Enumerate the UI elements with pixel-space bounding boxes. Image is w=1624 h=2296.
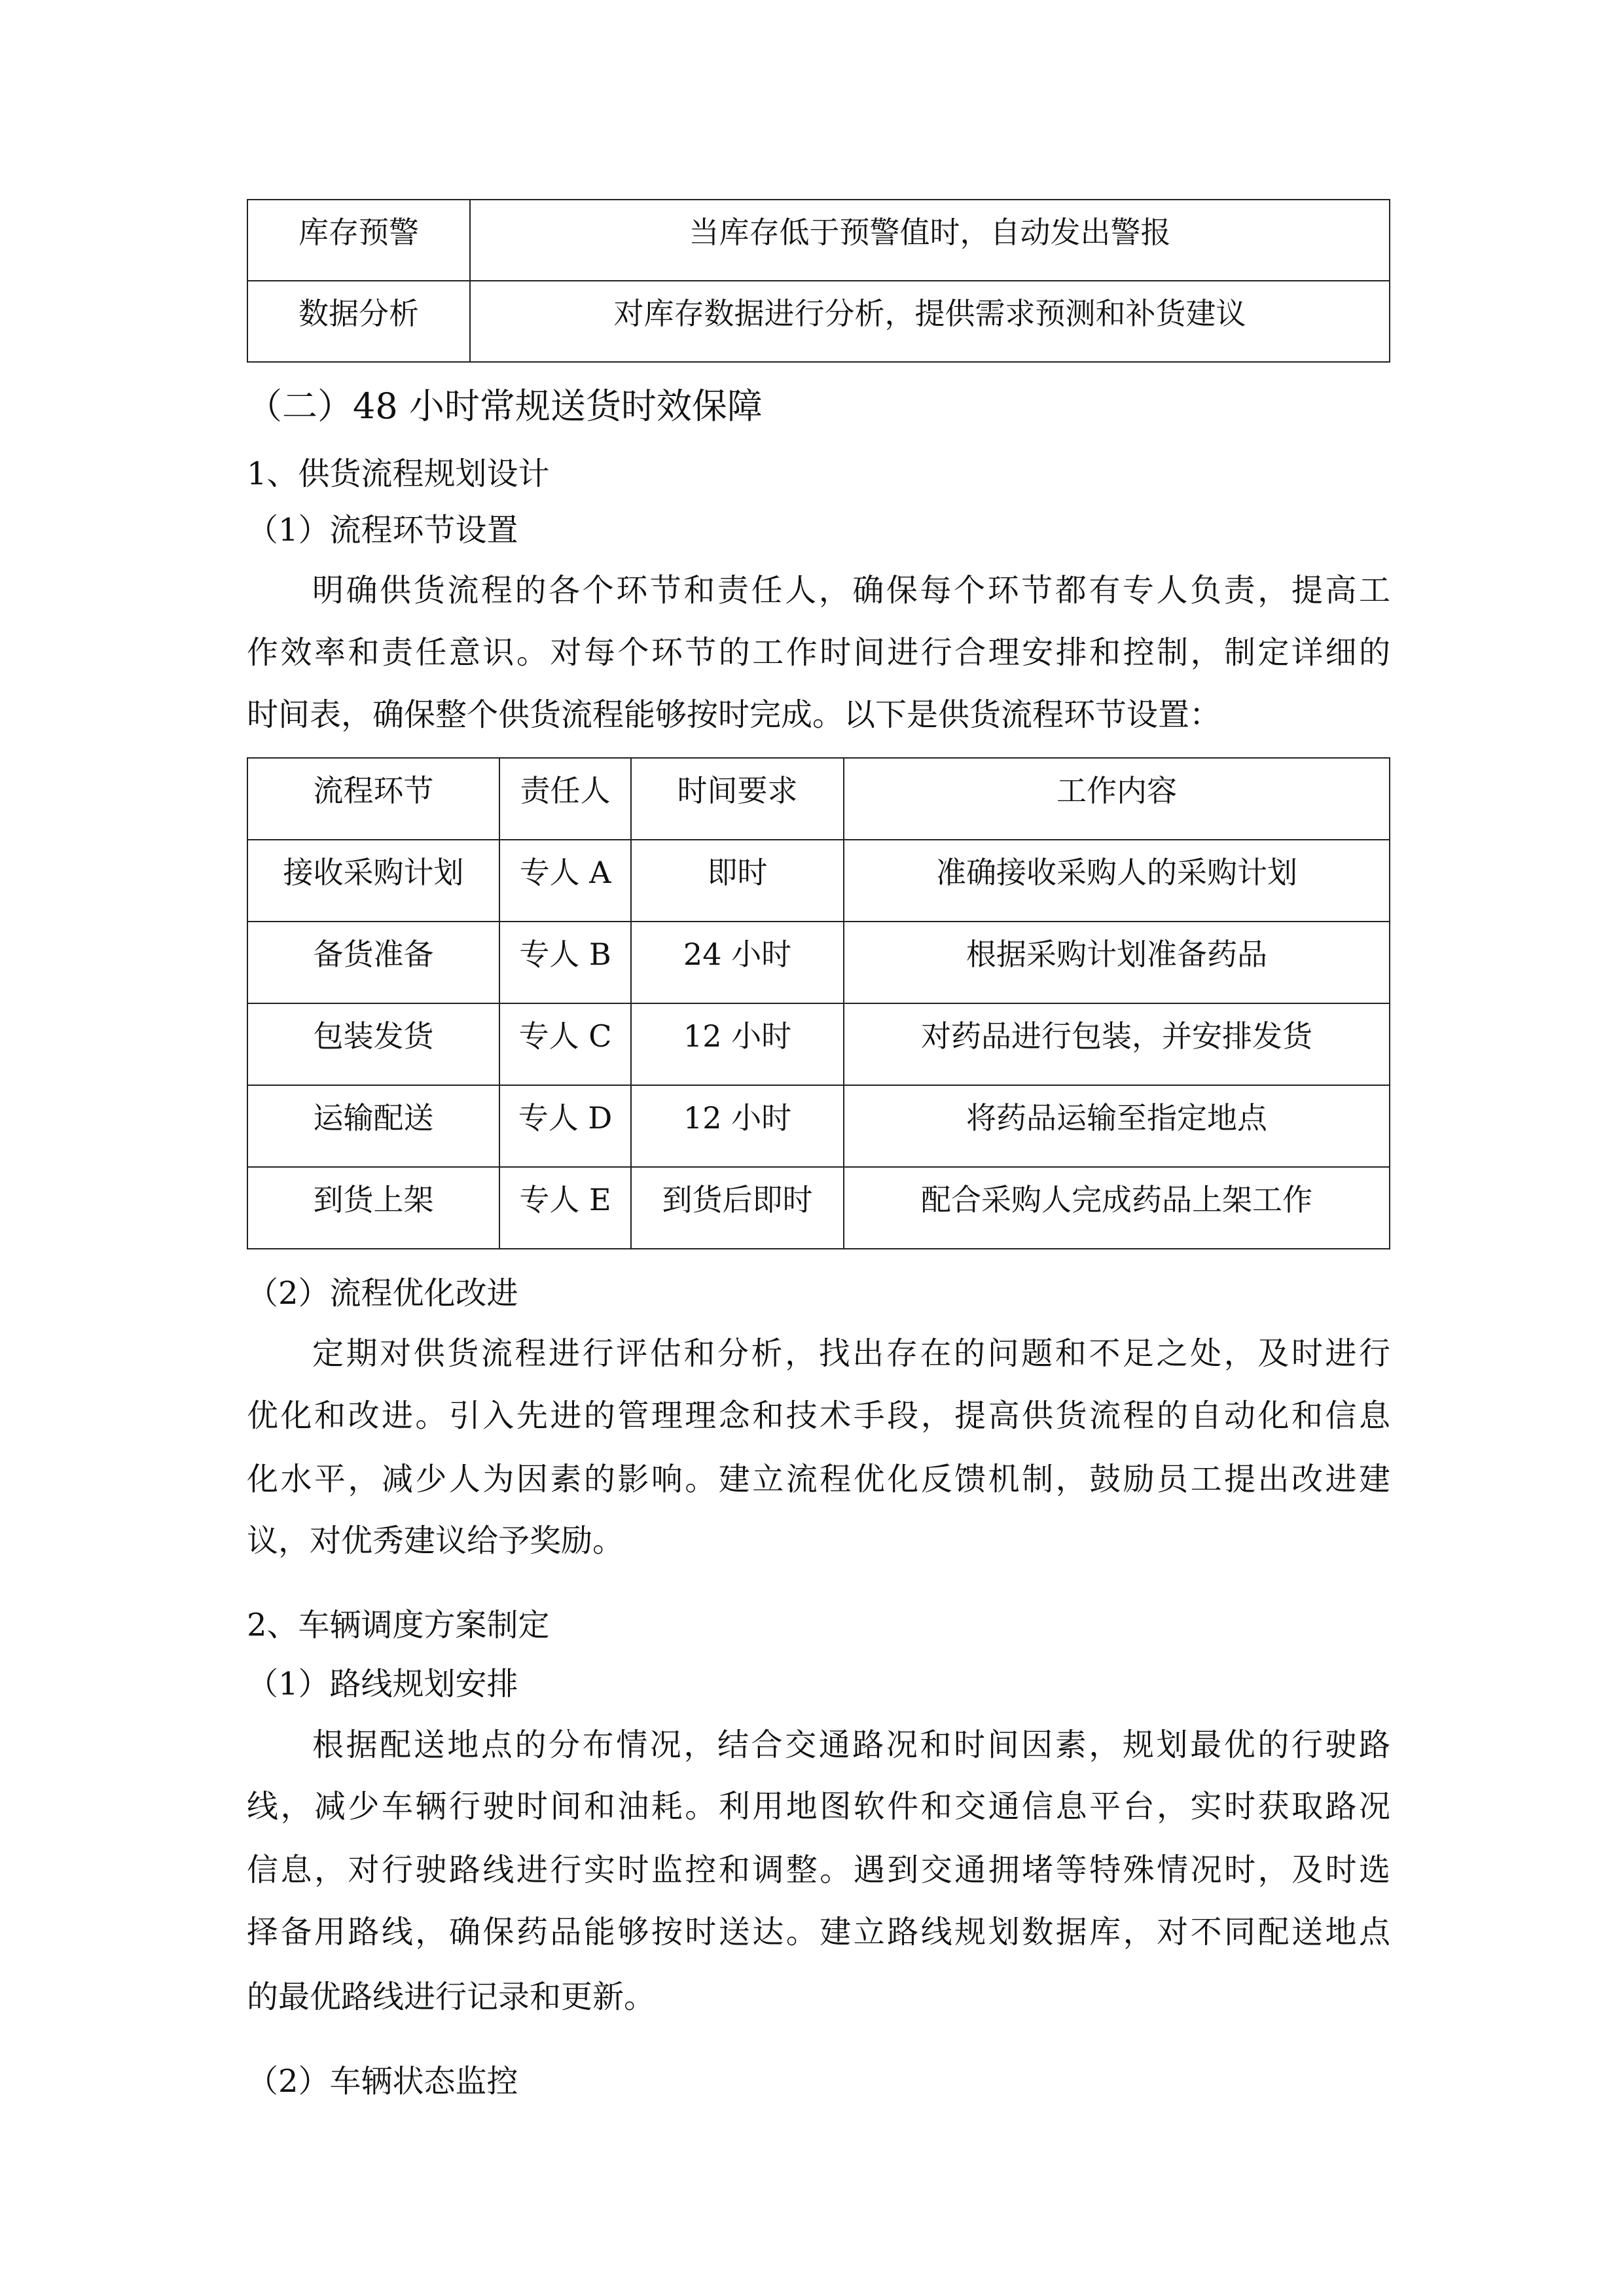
table-row (247, 1003, 1390, 1085)
table-cell: 根据采购计划准备药品 (844, 922, 1390, 1003)
subsection-heading: 2、车辆调度方案制定 (247, 1607, 550, 1643)
table-cell: 到货后即时 (631, 1167, 844, 1249)
inventory-function-table (247, 199, 1390, 363)
table-cell: 专人 B (499, 922, 631, 1003)
table-cell: 即时 (631, 840, 844, 922)
paragraph-line: 信息，对行驶路线进行实时监控和调整。遇到交通拥堵等特殊情况时，及时选 (247, 1852, 1390, 1888)
supply-process-table (247, 757, 1390, 1249)
table-cell: 对库存数据进行分析，提供需求预测和补货建议 (470, 281, 1390, 362)
column-header: 责任人 (499, 758, 631, 840)
column-header: 流程环节 (247, 758, 499, 840)
section-heading: （二）48 小时常规送货时效保障 (247, 386, 763, 427)
table-row (247, 200, 1390, 281)
table-cell: 专人 A (499, 840, 631, 922)
table-cell: 运输配送 (247, 1085, 499, 1167)
table-cell: 专人 C (499, 1003, 631, 1085)
table-cell: 专人 D (499, 1085, 631, 1167)
table-row (247, 1085, 1390, 1167)
table-cell: 专人 E (499, 1167, 631, 1249)
paragraph-line: 择备用路线，确保药品能够按时送达。建立路线规划数据库，对不同配送地点 (247, 1914, 1390, 1950)
paragraph-line: 明确供货流程的各个环节和责任人，确保每个环节都有专人负责，提高工 (312, 572, 1390, 609)
table-cell: 当库存低于预警值时，自动发出警报 (470, 200, 1390, 281)
paragraph-line: 时间表，确保整个供货流程能够按时完成。以下是供货流程环节设置： (247, 696, 1221, 733)
paragraph-line: 作效率和责任意识。对每个环节的工作时间进行合理安排和控制，制定详细的 (247, 634, 1390, 671)
subsection-heading: （2）车辆状态监控 (247, 2063, 518, 2100)
table-cell: 12 小时 (631, 1085, 844, 1167)
table-row (247, 922, 1390, 1003)
table-cell: 准确接收采购人的采购计划 (844, 840, 1390, 922)
table-header-row (247, 758, 1390, 840)
table-cell: 包装发货 (247, 1003, 499, 1085)
paragraph-line: 优化和改进。引入先进的管理理念和技术手段，提高供货流程的自动化和信息 (247, 1397, 1390, 1434)
paragraph-line: 议，对优秀建议给予奖励。 (247, 1522, 624, 1559)
table-cell: 数据分析 (247, 281, 470, 362)
table-cell: 接收采购计划 (247, 840, 499, 922)
table-cell: 将药品运输至指定地点 (844, 1085, 1390, 1167)
table-cell: 对药品进行包装，并安排发货 (844, 1003, 1390, 1085)
paragraph-line: 定期对供货流程进行评估和分析，找出存在的问题和不足之处，及时进行 (312, 1335, 1390, 1372)
paragraph-line: 的最优路线进行记录和更新。 (247, 1979, 656, 2015)
subsection-heading: （2）流程优化改进 (247, 1275, 518, 1312)
column-header: 工作内容 (844, 758, 1390, 840)
table-cell: 12 小时 (631, 1003, 844, 1085)
table-cell: 库存预警 (247, 200, 470, 281)
column-header: 时间要求 (631, 758, 844, 840)
table-cell: 24 小时 (631, 922, 844, 1003)
paragraph-line: 线，减少车辆行驶时间和油耗。利用地图软件和交通信息平台，实时获取路况 (247, 1788, 1390, 1825)
subsection-heading: （1）路线规划安排 (247, 1666, 518, 1702)
table-cell: 到货上架 (247, 1167, 499, 1249)
table-row (247, 281, 1390, 362)
paragraph-line: 根据配送地点的分布情况，结合交通路况和时间因素，规划最优的行驶路 (312, 1727, 1390, 1763)
table-cell: 配合采购人完成药品上架工作 (844, 1167, 1390, 1249)
table-cell: 备货准备 (247, 922, 499, 1003)
table-row (247, 1167, 1390, 1249)
subsection-heading: （1）流程环节设置 (247, 512, 518, 548)
subsection-heading: 1、供货流程规划设计 (247, 456, 550, 492)
table-row (247, 840, 1390, 922)
paragraph-line: 化水平，减少人为因素的影响。建立流程优化反馈机制，鼓励员工提出改进建 (247, 1461, 1390, 1498)
